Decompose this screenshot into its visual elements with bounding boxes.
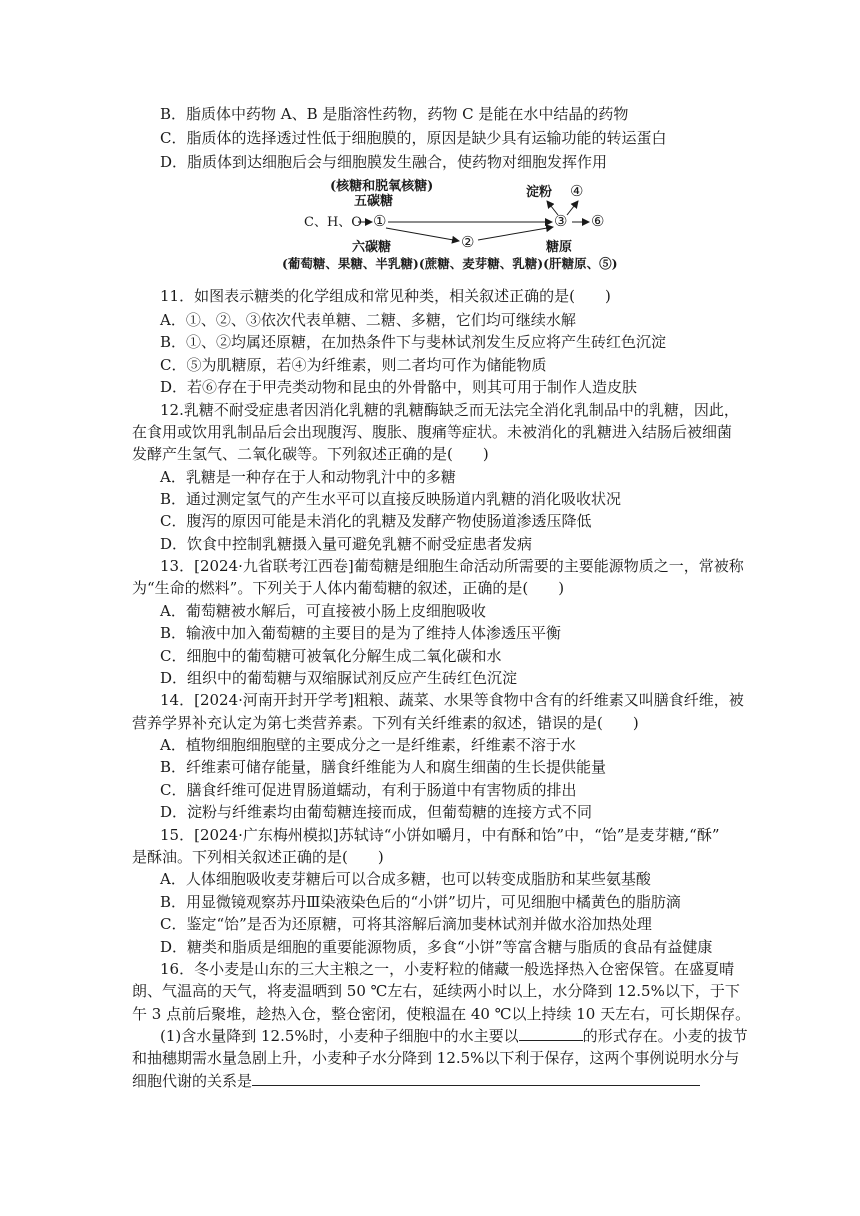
q12-option-d: D．饮食中控制乳糖摄入量可避免乳糖不耐受症患者发病 — [160, 535, 533, 553]
q13-option-d: D．组织中的葡萄糖与双缩脲试剂反应产生砖红色沉淀 — [160, 669, 518, 687]
diagram-node-1: ① — [373, 212, 387, 230]
q13-option-c: C．细胞中的葡萄糖可被氧化分解生成二氧化碳和水 — [160, 647, 502, 665]
q12-option-c: C．腹泻的原因可能是未消化的乳糖及发酵产物使肠道渗透压降低 — [160, 512, 592, 530]
q15-stem-line-1: 15．[2024·广东梅州模拟]苏轼诗“小饼如嚼月，中有酥和饴”中，“饴”是麦芽糖,“酥” — [160, 826, 720, 844]
q16-part-1-text-c: 细胞代谢的关系是 — [132, 1072, 253, 1090]
q10-option-d: D．脂质体到达细胞后会与细胞膜发生融合，使药物对细胞发挥作用 — [160, 153, 608, 171]
diagram-node-2: ② — [461, 233, 475, 251]
q14-stem-line-1: 14．[2024·河南开封开学考]粗粮、蔬菜、水果等食物中含有的纤维素又叫膳食纤维，被 — [160, 691, 744, 709]
q16-part-1-text-a: (1)含水量降到 12.5%时，小麦种子细胞中的水主要以 — [160, 1027, 519, 1045]
q16-part-1-text-b: 的形式存在。小麦的拔节 — [582, 1027, 748, 1045]
q12-option-a: A．乳糖是一种存在于人和动物乳汁中的多糖 — [160, 468, 456, 486]
q11-option-b: B．①、②均属还原糖，在加热条件下与斐林试剂发生反应将产生砖红色沉淀 — [160, 333, 667, 351]
q15-option-d: D．糖类和脂质是细胞的重要能源物质，多食“小饼”等富含糖与脂质的食品有益健康 — [160, 938, 713, 956]
q16-stem-line-1: 16．冬小麦是山东的三大主粮之一，小麦籽粒的储藏一般选择热入仓密保管。在盛夏晴 — [160, 960, 735, 978]
q11-stem: 11．如图表示糖类的化学组成和常见种类，相关叙述正确的是( ) — [160, 287, 611, 305]
q10-option-c: C．脂质体的选择透过性低于细胞膜的，原因是缺少具有运输功能的转运蛋白 — [160, 129, 667, 147]
q13-stem-line-2: 为“生命的燃料”。下列关于人体内葡萄糖的叙述，正确的是( ) — [132, 579, 565, 597]
q16-part-1-line-3 — [132, 1070, 700, 1092]
q14-option-a: A．植物细胞细胞壁的主要成分之一是纤维素，纤维素不溶于水 — [160, 736, 576, 754]
diagram-hexose-label: 六碳糖 — [352, 240, 392, 255]
q13-option-b: B．输液中加入葡萄糖的主要目的是为了维持人体渗透压平衡 — [160, 624, 562, 642]
q16-stem-line-2: 朗、气温高的天气，将麦温晒到 50 ℃左右，延续两小时以上，水分降到 12.5%以下，于下 — [132, 982, 740, 1000]
q12-stem-line-1: 12.乳糖不耐受症患者因消化乳糖的乳糖酶缺乏而无法完全消化乳制品中的乳糖，因此， — [160, 401, 739, 419]
carbohydrate-diagram — [282, 176, 620, 274]
q10-option-b: B．脂质体中药物 A、B 是脂溶性药物，药物 C 是能在水中结晶的药物 — [160, 105, 629, 123]
q11-option-a: A．①、②、③依次代表单糖、二糖、多糖，它们均可继续水解 — [160, 311, 576, 329]
diagram-node-6: ⑥ — [591, 212, 605, 230]
q11-option-d: D．若⑥存在于甲壳类动物和昆虫的外骨骼中，则其可用于制作人造皮肤 — [160, 378, 638, 396]
diagram-glycogen-label: 糖原 — [546, 240, 573, 255]
q12-stem-line-2: 在食用或饮用乳制品后会出现腹泻、腹胀、腹痛等症状。未被消化的乳糖进入结肠后被细菌 — [132, 423, 733, 441]
q14-option-d: D．淀粉与纤维素均由葡萄糖连接而成，但葡萄糖的连接方式不同 — [160, 803, 593, 821]
q12-stem-line-3: 发酵产生氢气、二氧化碳等。下列叙述正确的是( ) — [132, 445, 489, 463]
diagram-elements: C、H、O — [304, 215, 362, 230]
diagram-bottom-note: (葡萄糖、果糖、半乳糖)(蔗糖、麦芽糖、乳糖)(肝糖原、⑤) — [282, 256, 618, 271]
q15-option-b: B．用显微镜观察苏丹Ⅲ染液染色后的“小饼”切片，可见细胞中橘黄色的脂肪滴 — [160, 893, 681, 911]
q14-stem-line-2: 营养学界补充认定为第七类营养素。下列有关纤维素的叙述，错误的是( ) — [132, 714, 639, 732]
q16-stem-line-3: 午 3 点前后聚堆，趁热入仓，整仓密闭，使粮温在 40 ℃以上持续 10 天左右，可长期保存。 — [132, 1005, 751, 1023]
q16-answer-blank-2[interactable] — [252, 1071, 700, 1086]
diagram-node-3: ③ — [554, 212, 568, 230]
q16-part-1-line-2: 和抽穗期需水量急剧上升，小麦种子水分降到 12.5%以下利于保存，这两个事例说明水分与 — [132, 1049, 740, 1067]
diagram-node-4: ④ — [570, 182, 584, 200]
diagram-pentose-label: 五碳糖 — [354, 194, 394, 209]
diagram-starch-label: 淀粉 — [526, 185, 553, 200]
q16-part-1-line-1 — [160, 1025, 748, 1047]
q15-stem-line-2: 是酥油。下列相关叙述正确的是( ) — [132, 848, 384, 866]
q13-stem-line-1: 13．[2024·九省联考江西卷]葡萄糖是细胞生命活动所需要的主要能源物质之一，常被称 — [160, 557, 744, 575]
q11-option-c: C．⑤为肌糖原，若④为纤维素，则二者均可作为储能物质 — [160, 356, 547, 374]
q16-answer-blank-1[interactable] — [519, 1026, 583, 1041]
q15-option-a: A．人体细胞吸收麦芽糖后可以合成多糖，也可以转变成脂肪和某些氨基酸 — [160, 870, 651, 888]
q13-option-a: A．葡萄糖被水解后，可直接被小肠上皮细胞吸收 — [160, 602, 486, 620]
q15-option-c: C．鉴定“饴”是否为还原糖，可将其溶解后滴加斐林试剂并做水浴加热处理 — [160, 915, 652, 933]
q14-option-c: C．膳食纤维可促进胃肠道蠕动，有利于肠道中有害物质的排出 — [160, 781, 577, 799]
q14-option-b: B．纤维素可储存能量，膳食纤维能为人和腐生细菌的生长提供能量 — [160, 758, 607, 776]
q12-option-b: B．通过测定氢气的产生水平可以直接反映肠道内乳糖的消化吸收状况 — [160, 490, 622, 508]
diagram-ribose-note: (核糖和脱氧核糖) — [330, 179, 434, 194]
